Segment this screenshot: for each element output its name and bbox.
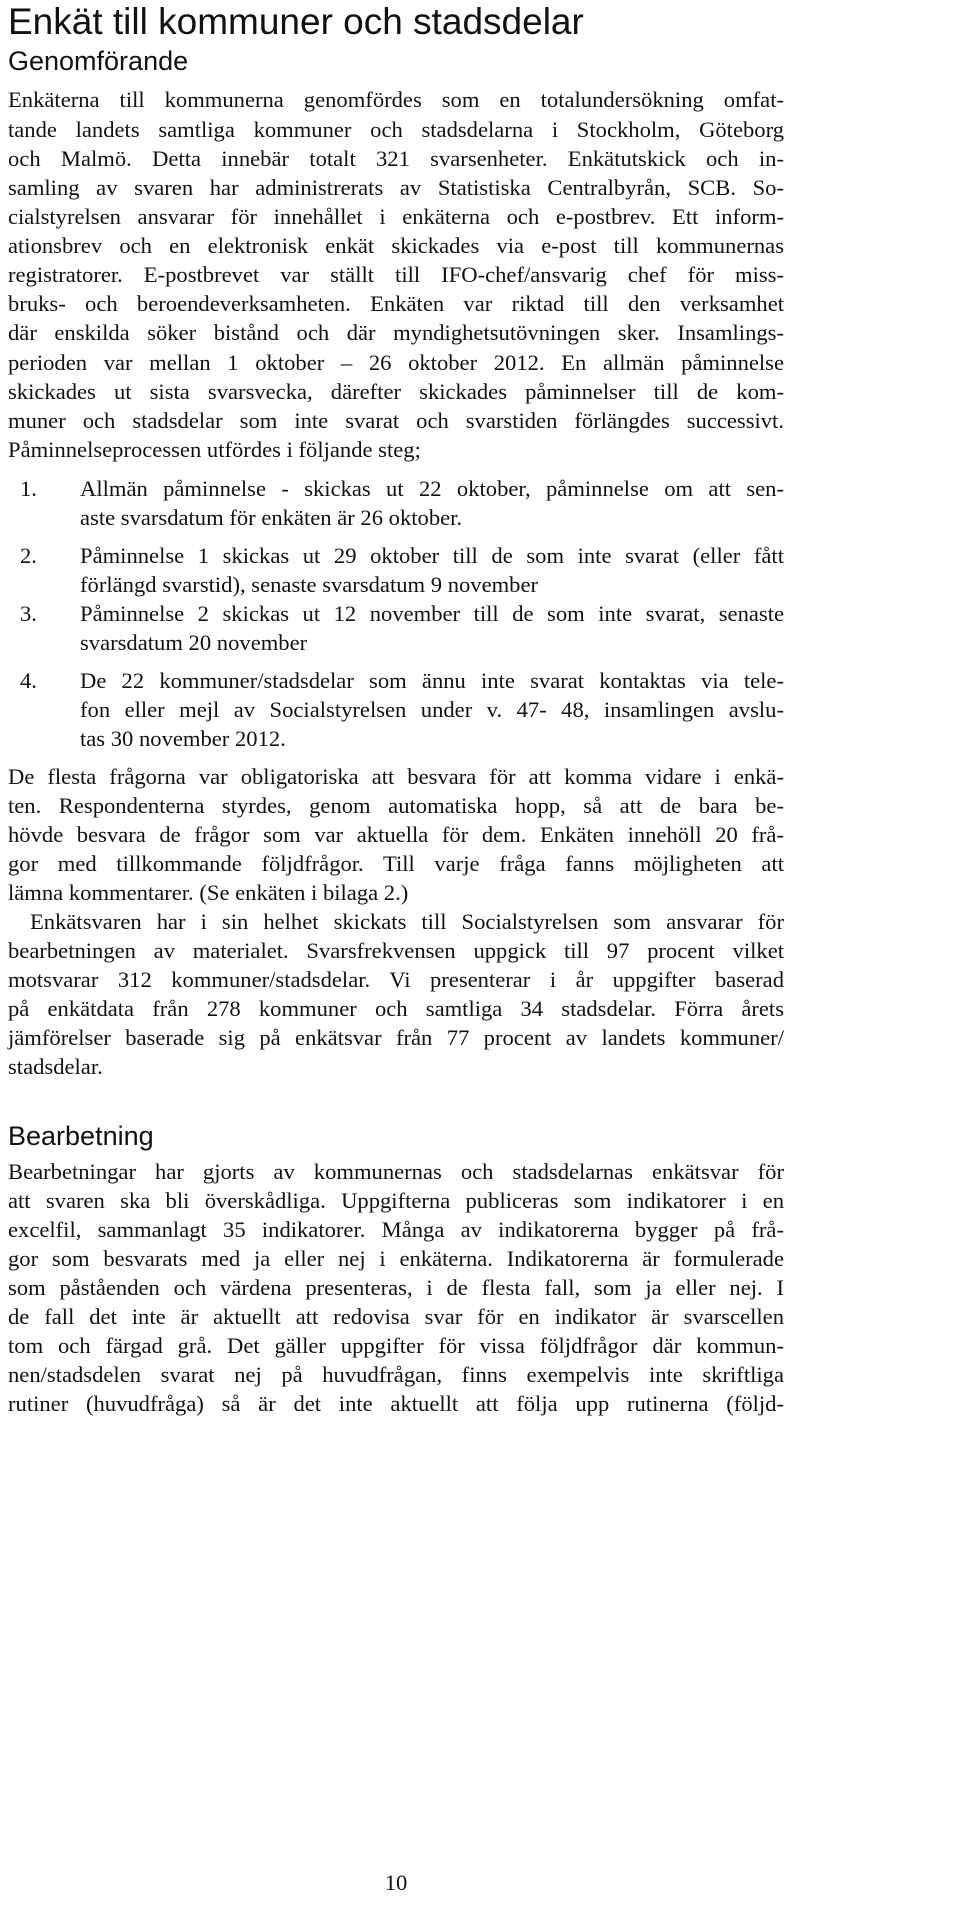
text-line: jämförelser baserade sig på enkätsvar från 77 procent av landets kommuner/ <box>8 1025 784 1050</box>
text-line: på enkätdata från 278 kommuner och samtliga 34 stadsdelar. Förra årets <box>8 996 784 1021</box>
text-line: Påminnelseprocessen utfördes i följande steg; <box>8 437 421 462</box>
text-line: motsvarar 312 kommuner/stadsdelar. Vi presenterar i år uppgifter baserad <box>8 967 784 992</box>
text-line: tas 30 november 2012. <box>80 726 286 751</box>
text-line: Påminnelse 1 skickas ut 29 oktober till de som inte svarat (eller fått <box>80 543 784 568</box>
text-line: tande landets samtliga kommuner och stadsdelarna i Stockholm, Göteborg <box>8 117 784 142</box>
text-line: gor med tillkommande följdfrågor. Till varje fråga fanns möjligheten att <box>8 851 784 876</box>
section-heading-bearbetning: Bearbetning <box>8 1121 154 1151</box>
text-line: Bearbetningar har gjorts av kommunernas och stadsdelarnas enkätsvar för <box>8 1159 784 1184</box>
text-line: som påståenden och värdena presenteras, i de flesta fall, som ja eller nej. I <box>8 1275 784 1300</box>
text-line: De 22 kommuner/stadsdelar som ännu inte svarat kontaktas via tele- <box>80 668 784 693</box>
text-line: ationsbrev och en elektronisk enkät skickades via e-post till kommunernas <box>8 233 784 258</box>
text-line: där enskilda söker bistånd och där myndighetsutövningen sker. Insamlings- <box>8 320 784 345</box>
page-title: Enkät till kommuner och stadsdelar <box>8 1 584 42</box>
text-line: nen/stadsdelen svarat nej på huvudfrågan, finns exempelvis inte skriftliga <box>8 1362 784 1387</box>
text-line: cialstyrelsen ansvarar för innehållet i enkäterna och e-postbrev. Ett inform- <box>8 204 784 229</box>
section-heading-genomforande: Genomförande <box>8 46 189 76</box>
text-line: Enkätsvaren har i sin helhet skickats till Socialstyrelsen som ansvarar för <box>30 909 784 934</box>
text-line: Påminnelse 2 skickas ut 12 november till de som inte svarat, senaste <box>80 601 784 626</box>
text-line: Enkäterna till kommunerna genomfördes som en totalundersökning omfat- <box>8 87 784 112</box>
text-line: stadsdelar. <box>8 1054 103 1079</box>
list-item-number: 3. <box>20 601 37 626</box>
text-line: samling av svaren har administrerats av Statistiska Centralbyrån, SCB. So- <box>8 175 784 200</box>
text-line: de fall det inte är aktuellt att redovisa svar för en indikator är svarscellen <box>8 1304 784 1329</box>
page-number: 10 <box>384 1870 408 1895</box>
text-line: perioden var mellan 1 oktober – 26 oktober 2012. En allmän påminnelse <box>8 350 784 375</box>
text-line: fon eller mejl av Socialstyrelsen under v. 47- 48, insamlingen avslu- <box>80 697 784 722</box>
text-line: lämna kommentarer. (Se enkäten i bilaga 2.) <box>8 880 409 905</box>
list-item-number: 1. <box>20 476 37 501</box>
list-item-number: 4. <box>20 668 37 693</box>
text-line: bearbetningen av materialet. Svarsfrekvensen uppgick till 97 procent vilket <box>8 938 784 963</box>
text-line: att svaren ska bli överskådliga. Uppgifterna publiceras som indikatorer i en <box>8 1188 784 1213</box>
text-line: aste svarsdatum för enkäten är 26 oktober. <box>80 505 463 530</box>
text-line: förlängd svarstid), senaste svarsdatum 9 november <box>80 572 539 597</box>
text-line: skickades ut sista svarsvecka, därefter skickades påminnelser till de kom- <box>8 379 784 404</box>
list-item-number: 2. <box>20 543 37 568</box>
text-line: bruks- och beroendeverksamheten. Enkäten var riktad till den verksamhet <box>8 291 784 316</box>
text-line: rutiner (huvudfråga) så är det inte aktuellt att följa upp rutinerna (följd- <box>8 1391 784 1416</box>
text-line: tom och färgad grå. Det gäller uppgifter för vissa följdfrågor där kommun- <box>8 1333 784 1358</box>
text-line: hövde besvara de frågor som var aktuella för dem. Enkäten innehöll 20 frå- <box>8 822 784 847</box>
text-line: ten. Respondenterna styrdes, genom automatiska hopp, så att de bara be- <box>8 793 784 818</box>
text-line: muner och stadsdelar som inte svarat och svarstiden förlängdes successivt. <box>8 408 784 433</box>
text-line: excelfil, sammanlagt 35 indikatorer. Många av indikatorerna bygger på frå- <box>8 1217 784 1242</box>
text-line: gor som besvarats med ja eller nej i enkäterna. Indikatorerna är formulerade <box>8 1246 784 1271</box>
text-line: svarsdatum 20 november <box>80 630 308 655</box>
text-line: registratorer. E-postbrevet var ställt till IFO-chef/ansvarig chef för miss- <box>8 262 784 287</box>
text-line: och Malmö. Detta innebär totalt 321 svarsenheter. Enkätutskick och in- <box>8 146 784 171</box>
text-line: Allmän påminnelse - skickas ut 22 oktober, påminnelse om att sen- <box>80 476 784 501</box>
text-line: De flesta frågorna var obligatoriska att besvara för att komma vidare i enkä- <box>8 764 784 789</box>
